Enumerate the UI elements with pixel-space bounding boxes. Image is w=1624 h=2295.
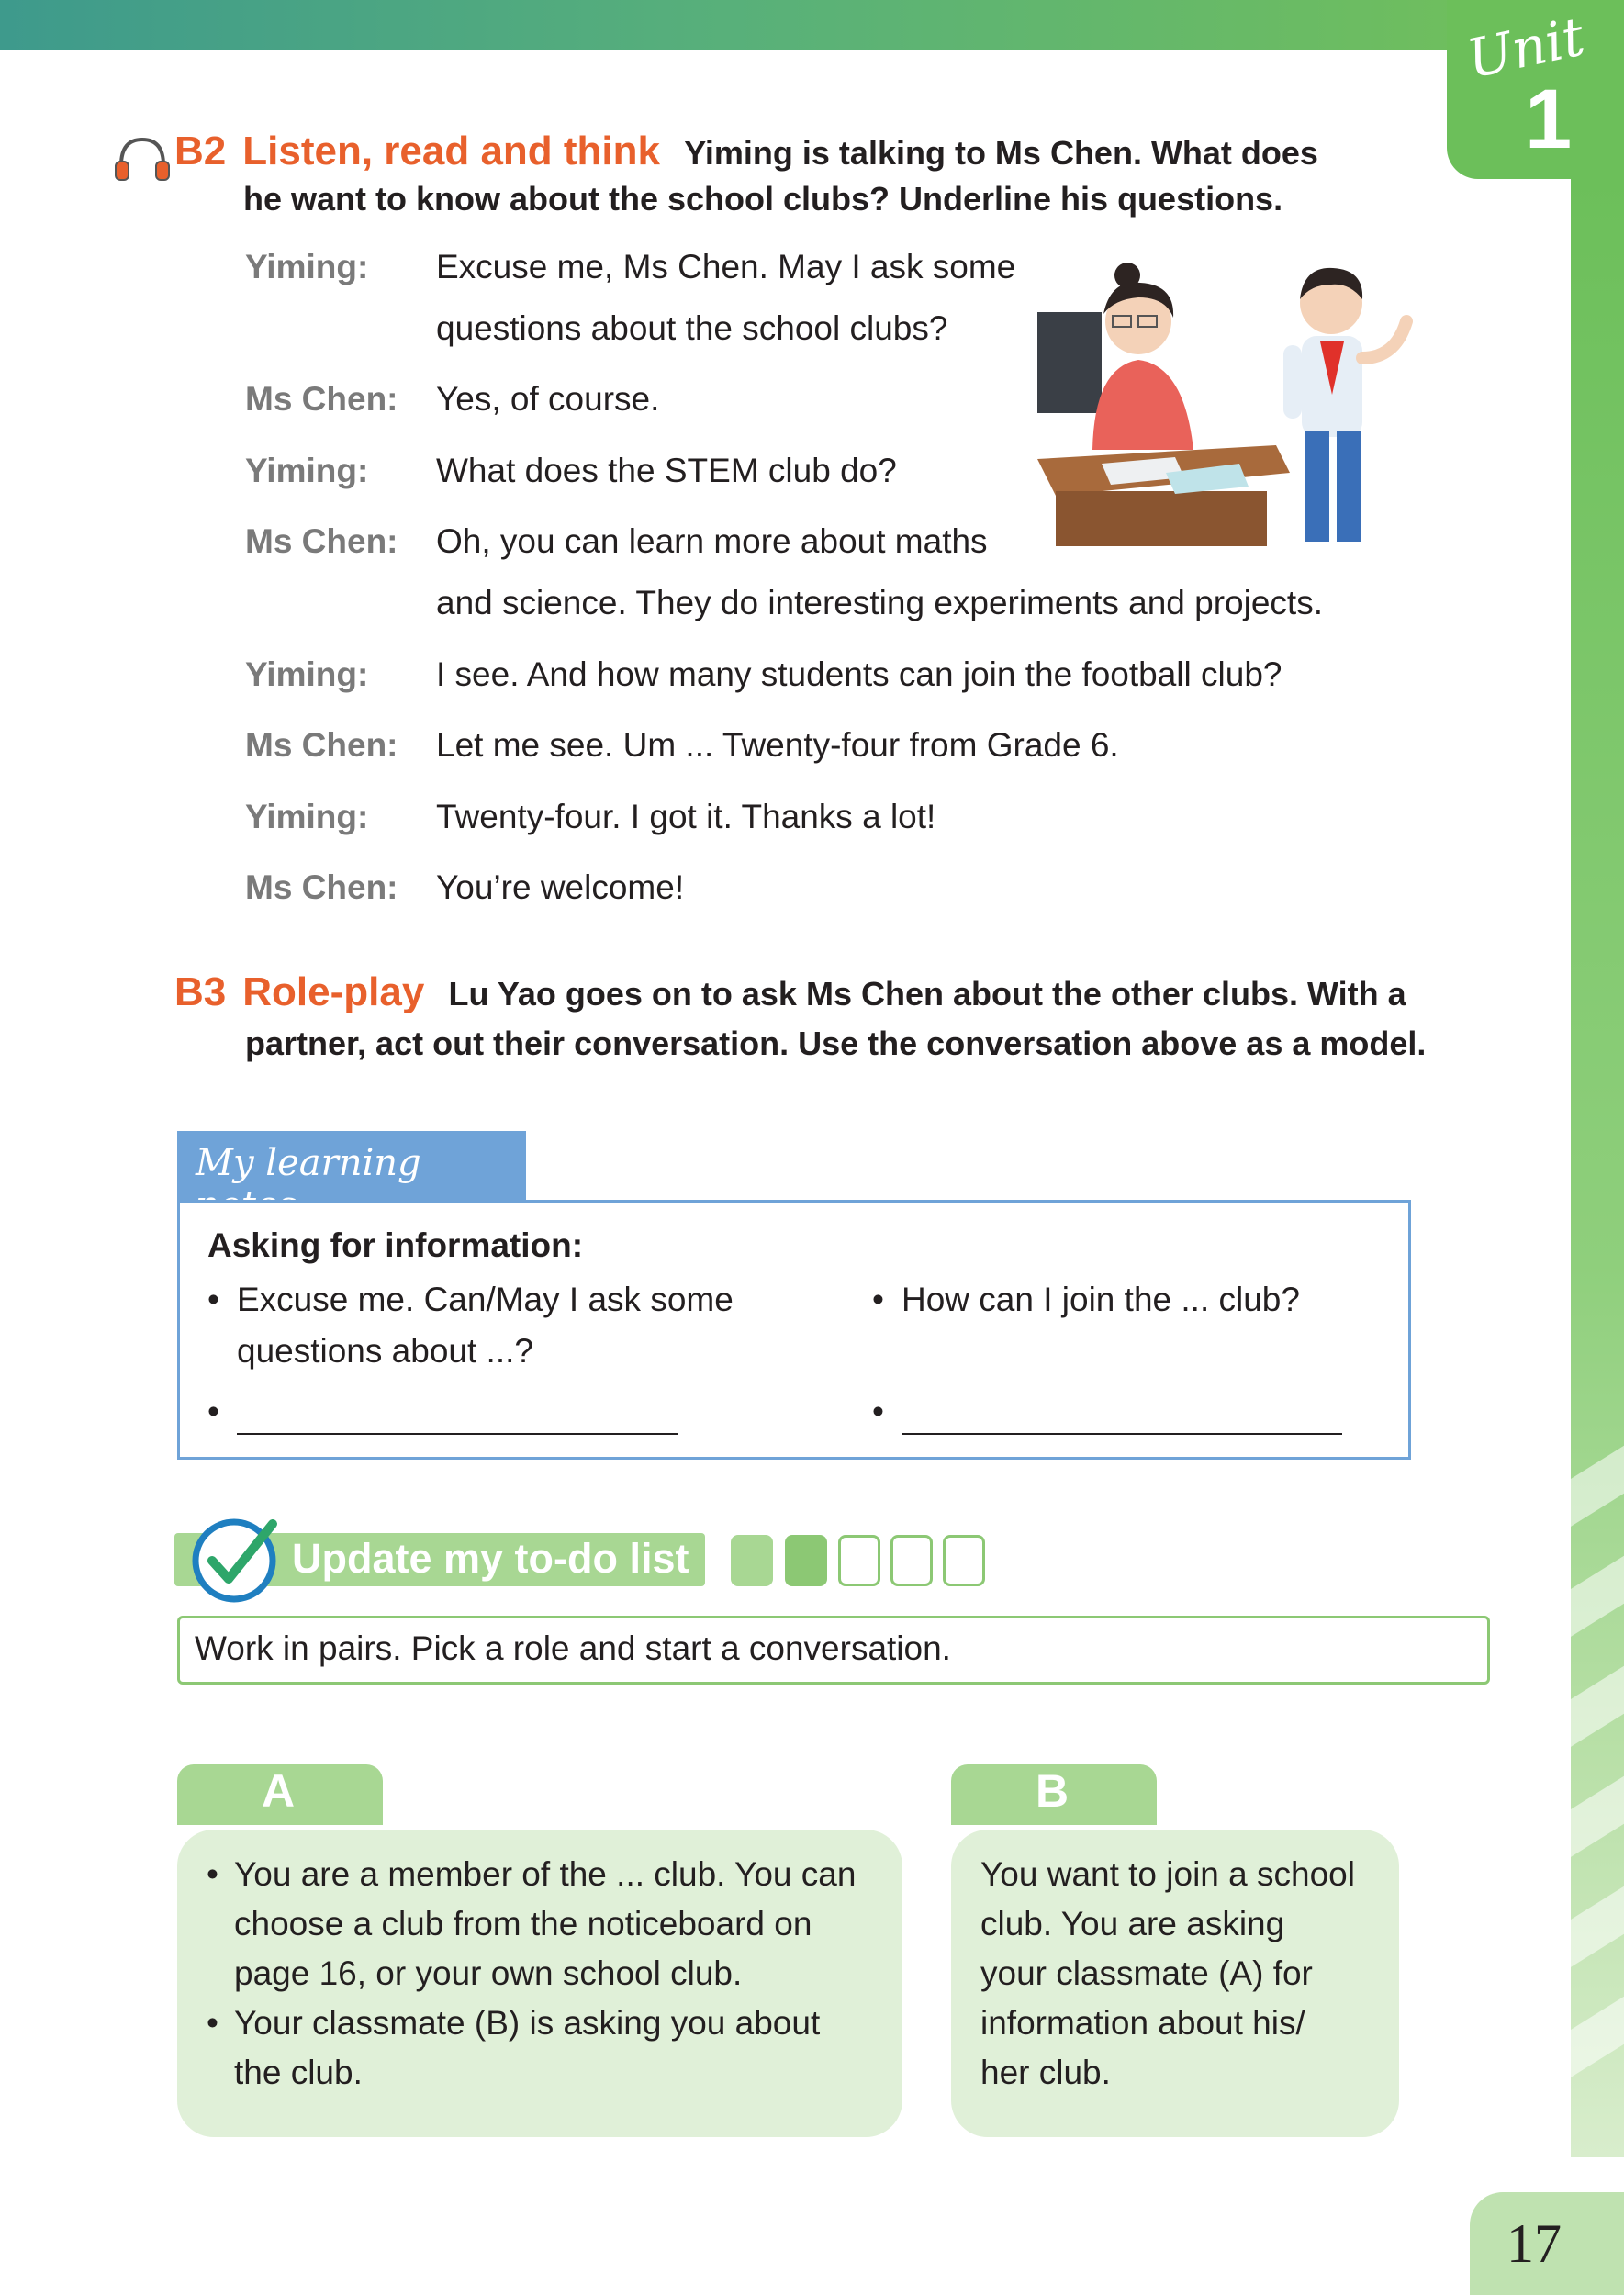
role-a-letter: A xyxy=(262,1765,296,1817)
b2-instruction-2: he want to know about the school clubs? Underline his questions. xyxy=(243,180,1283,218)
dialogue-line: What does the STEM club do? xyxy=(436,452,897,489)
notes-blank-line[interactable] xyxy=(237,1433,678,1435)
role-b-text xyxy=(980,1850,1355,2098)
progress-step-empty xyxy=(943,1535,985,1586)
dialogue-line: Oh, you can learn more about maths xyxy=(436,522,988,560)
dialogue-line: Yes, of course. xyxy=(436,380,660,418)
role-b-card xyxy=(951,1830,1399,2137)
progress-step-empty xyxy=(838,1535,880,1586)
speaker: Ms Chen: xyxy=(245,726,398,764)
b2-instruction-1: Yiming is talking to Ms Chen. What does xyxy=(684,134,1318,172)
speaker: Ms Chen: xyxy=(245,522,398,560)
dialogue-line: questions about the school clubs? xyxy=(436,309,948,347)
bullet-dot: • xyxy=(207,1393,219,1430)
progress-step-done xyxy=(731,1535,773,1586)
speaker: Ms Chen: xyxy=(245,868,398,906)
notes-heading: Asking for information: xyxy=(207,1226,584,1264)
notes-blank-line[interactable] xyxy=(902,1433,1342,1435)
dialogue-line: Excuse me, Ms Chen. May I ask some xyxy=(436,248,1016,285)
b3-title: Role-play xyxy=(242,969,425,1014)
notes-bullet-text: Excuse me. Can/May I ask some xyxy=(237,1281,734,1318)
role-b-line: your classmate (A) for xyxy=(980,1954,1313,1992)
role-b-line: club. You are asking xyxy=(980,1905,1285,1942)
side-strip xyxy=(1571,174,1624,2157)
b2-code: B2 xyxy=(174,129,227,174)
page-number: 17 xyxy=(1506,2213,1562,2274)
dialogue-line: and science. They do interesting experiments and projects. xyxy=(436,584,1323,621)
speaker: Yiming: xyxy=(245,248,369,285)
b3-instruction-1: Lu Yao goes on to ask Ms Chen about the other clubs. With a xyxy=(448,975,1406,1013)
role-a-bullet-2 xyxy=(207,1998,820,2098)
learning-notes-tab xyxy=(177,1131,526,1201)
notes-bullet xyxy=(207,1274,734,1377)
page-number-tab xyxy=(1470,2192,1624,2295)
b2-heading xyxy=(174,129,1318,174)
learning-notes-box xyxy=(177,1200,1411,1460)
notes-bullet-text: How can I join the ... club? xyxy=(902,1281,1300,1318)
bullet-dot: • xyxy=(207,1281,219,1318)
teacher-student-illustration xyxy=(1028,257,1450,551)
task-box xyxy=(177,1616,1490,1685)
role-a-line: You are a member of the ... club. You can xyxy=(234,1855,857,1893)
progress-step-empty xyxy=(890,1535,933,1586)
speaker: Yiming: xyxy=(245,452,369,489)
dialogue-line: I see. And how many students can join the football club? xyxy=(436,655,1282,693)
dialogue-line: Twenty-four. I got it. Thanks a lot! xyxy=(436,798,936,835)
dialogue-line: Let me see. Um ... Twenty-four from Grade 6. xyxy=(436,726,1119,764)
speaker: Ms Chen: xyxy=(245,380,398,418)
headphone-icon xyxy=(110,134,174,185)
bullet-dot: • xyxy=(872,1393,884,1430)
role-a-line: Your classmate (B) is asking you about xyxy=(234,2004,821,2042)
task-text: Work in pairs. Pick a role and start a conversation. xyxy=(195,1629,951,1667)
b3-heading xyxy=(174,969,1406,1015)
unit-number: 1 xyxy=(1525,73,1573,166)
notes-bullet xyxy=(872,1274,1300,1326)
role-b-line: her club. xyxy=(980,2054,1111,2091)
role-a-bullet-1 xyxy=(207,1850,856,1998)
role-a-line: choose a club from the noticeboard on xyxy=(234,1905,812,1942)
role-a-line: the club. xyxy=(234,2054,363,2091)
speaker: Yiming: xyxy=(245,655,369,693)
unit-word: Unit xyxy=(1462,5,1590,91)
progress-step-done xyxy=(785,1535,827,1586)
b3-instruction-2: partner, act out their conversation. Use the conversation above as a model. xyxy=(245,1024,1427,1062)
unit-tab xyxy=(1447,0,1624,179)
top-banner xyxy=(0,0,1460,50)
role-a-line: page 16, or your own school club. xyxy=(234,1954,743,1992)
bullet-dot: • xyxy=(207,2004,218,2042)
b2-title: Listen, read and think xyxy=(242,129,660,174)
notes-bullet-text: questions about ...? xyxy=(237,1332,533,1370)
bullet-dot: • xyxy=(872,1281,884,1318)
dialogue-line: You’re welcome! xyxy=(436,868,685,906)
check-circle-icon xyxy=(188,1513,280,1605)
speaker: Yiming: xyxy=(245,798,369,835)
learning-notes-label: My learning xyxy=(196,1142,421,1184)
b3-code: B3 xyxy=(174,969,227,1014)
bullet-dot: • xyxy=(207,1855,218,1893)
role-b-letter: B xyxy=(1036,1765,1070,1817)
role-b-line: You want to join a school xyxy=(980,1855,1355,1893)
role-a-card xyxy=(177,1830,902,2137)
todo-label: Update my to-do list xyxy=(292,1535,689,1582)
role-b-line: information about his/ xyxy=(980,2004,1305,2042)
